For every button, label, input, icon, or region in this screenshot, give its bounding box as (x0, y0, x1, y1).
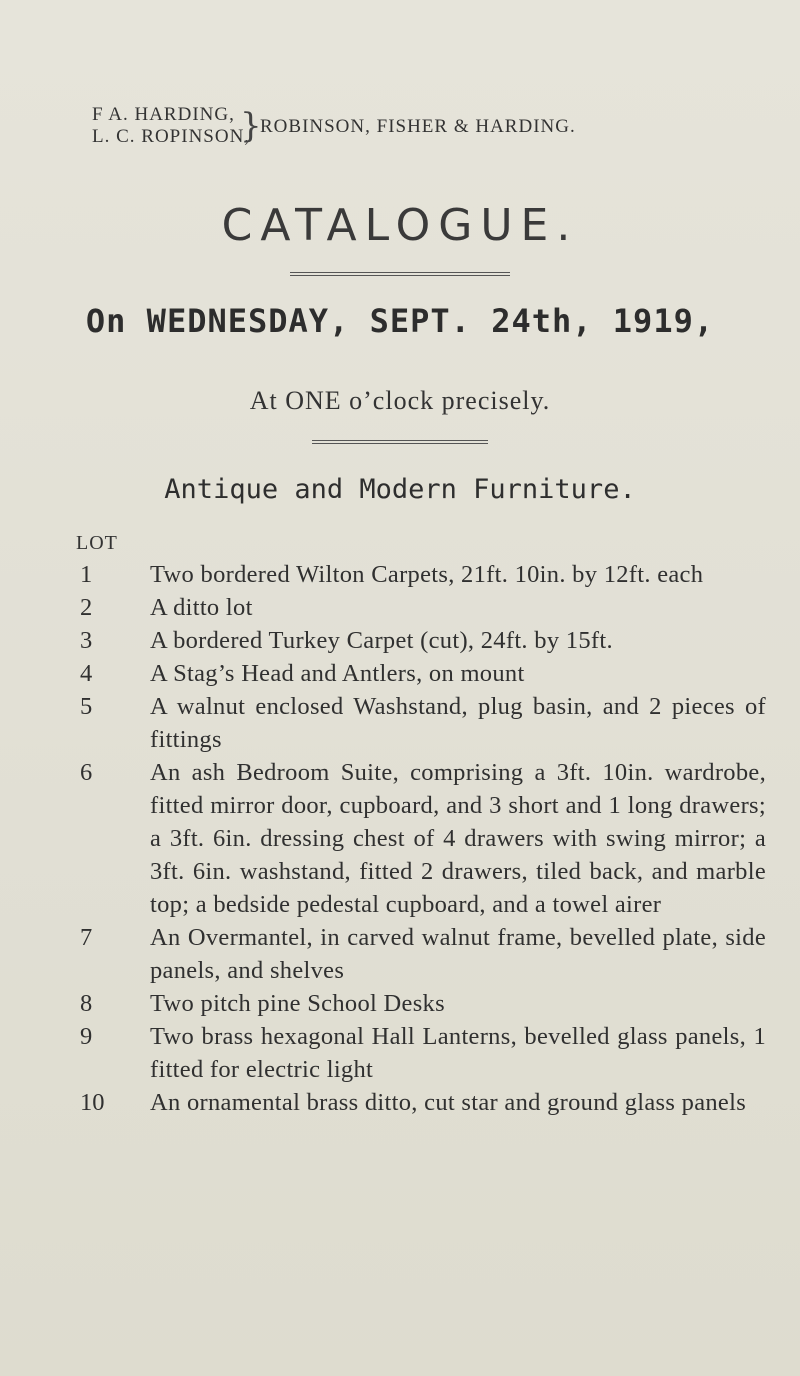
lot-description: An ornamental brass ditto, cut star and ground glass panels (150, 1089, 747, 1116)
lot-item (76, 987, 766, 1020)
lot-item (76, 690, 766, 756)
lot-column-header: LOT (76, 532, 118, 554)
lot-item (76, 1020, 766, 1086)
lot-description: Two bordered Wilton Carpets, 21ft. 10in. by 12ft. each (150, 561, 704, 588)
lot-item (76, 591, 766, 624)
lot-description: Two pitch pine School Desks (150, 990, 445, 1017)
lot-number: 10 (80, 1089, 105, 1116)
lot-number: 9 (80, 1023, 93, 1050)
brace-glyph: } (240, 106, 263, 146)
lot-number: 7 (80, 924, 93, 951)
lot-number: 5 (80, 693, 93, 720)
lot-item (76, 624, 766, 657)
section-title: Antique and Modern Furniture. (164, 474, 636, 505)
lot-description: A Stag’s Head and Antlers, on mount (150, 660, 525, 687)
lot-item (76, 756, 766, 921)
sale-time: At ONE o’clock precisely. (249, 386, 551, 415)
lot-number: 6 (80, 759, 93, 786)
lot-item (76, 921, 766, 987)
lot-number: 1 (80, 561, 93, 588)
catalogue-title: CATALOGUE. (221, 200, 579, 251)
lot-item (76, 1086, 766, 1119)
time-divider (312, 440, 488, 444)
lot-item (76, 558, 766, 591)
lot-description: A ditto lot (150, 594, 253, 621)
lot-number: 4 (80, 660, 93, 687)
lot-number: 3 (80, 627, 93, 654)
sale-date: On WEDNESDAY, SEPT. 24th, 1919, (85, 302, 715, 340)
lot-number: 8 (80, 990, 93, 1017)
lot-description: An Overmantel, in carved walnut frame, bevelled plate, side panels, and shelves (150, 924, 766, 984)
lot-list (76, 558, 766, 1119)
lot-description: A bordered Turkey Carpet (cut), 24ft. by 15ft. (150, 627, 613, 654)
lot-number: 2 (80, 594, 93, 621)
lot-description: An ash Bedroom Suite, comprising a 3ft. 10in. wardrobe, fitted mirror door, cupboard, and 3 short and 1 long drawers; a 3ft. 6in. dressing chest of 4 drawers with swing mirror; a 3ft. 6in. washstand, fitted 2 drawers, tiled back, and marble top; a bedside pedestal cupboard, and a towel airer (150, 759, 766, 918)
firm-name: ROBINSON, FISHER & HARDING. (260, 116, 576, 137)
lot-description: Two brass hexagonal Hall Lanterns, bevelled glass panels, 1 fitted for electric light (150, 1023, 766, 1083)
lot-description: A walnut enclosed Washstand, plug basin, and 2 pieces of fittings (150, 693, 766, 753)
title-divider (290, 272, 510, 276)
partner-name-2: L. C. ROPINSON, (92, 126, 251, 147)
lot-item (76, 657, 766, 690)
auctioneers-header (92, 104, 732, 154)
partner-names (92, 104, 250, 148)
partner-name-1: F A. HARDING, (92, 104, 235, 125)
